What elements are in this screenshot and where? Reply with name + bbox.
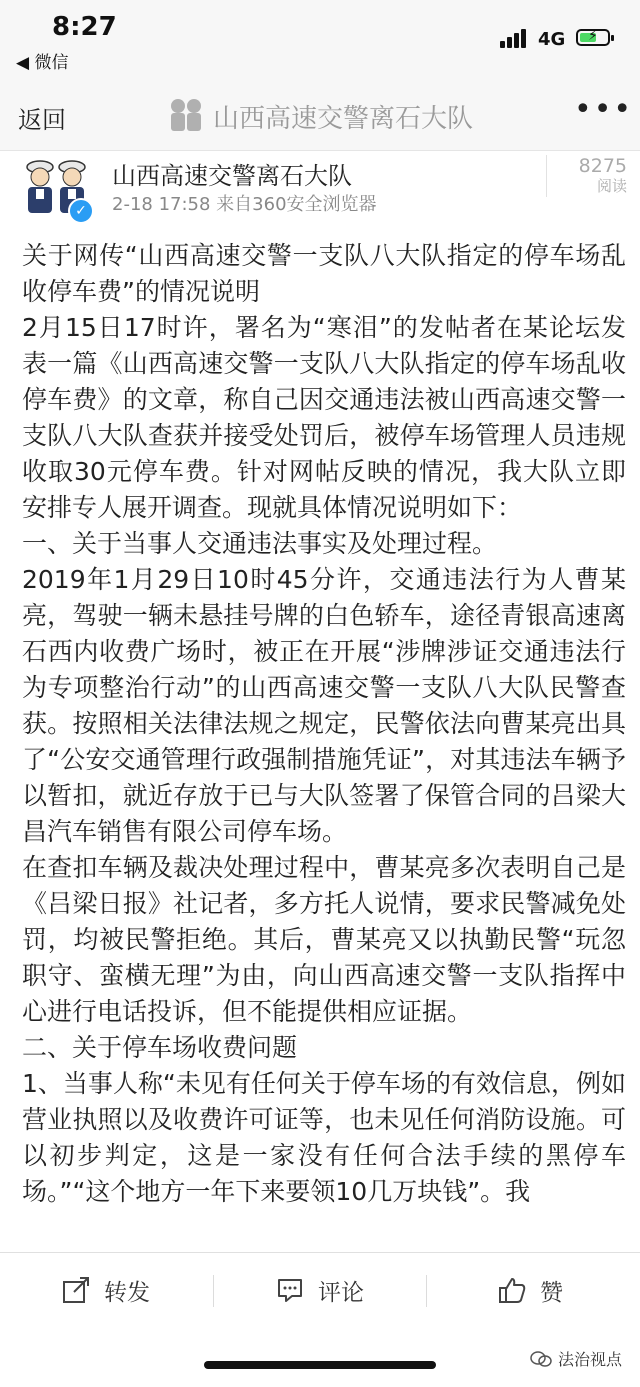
home-indicator[interactable] (204, 1361, 436, 1369)
battery-charging-icon: ⚡ (576, 29, 610, 46)
comment-label: 评论 (318, 1279, 364, 1306)
verified-badge-icon: ✓ (68, 198, 94, 224)
divider (213, 1275, 214, 1307)
watermark-text: 法治视点 (558, 1350, 623, 1369)
article-paragraph: 在查扣车辆及裁决处理过程中，曹某亮多次表明自己是《吕梁日报》社记者，多方托人说情，要求民警减免处罚，均被民警拒绝。其后，曹某亮又以执勤民警“玩忽职守、蛮横无理”为由，向山西高速交警一支队指挥中心进行电话投诉，但不能提供相应证据。 (22, 853, 626, 1026)
read-count-box (546, 155, 627, 197)
article-paragraph: 关于网传“山西高速交警一支队八大队指定的停车场乱收停车费”的情况说明 (22, 241, 626, 306)
forward-button[interactable] (62, 1267, 150, 1313)
like-label: 赞 (540, 1279, 563, 1306)
post-meta: 2-18 17:58 来自360安全浏览器 (112, 194, 377, 215)
more-options-button[interactable]: ••• (574, 92, 634, 127)
article-paragraph: 2月15日17时许，署名为“寒泪”的发帖者在某论坛发表一篇《山西高速交警一支队八大队指定的停车场乱收停车费》的文章，称自己因交通违法被山西高速交警一支队八大队查获并接受处罚后，被停车场管理人员违规收取30元停车费。针对网帖反映的情况，我大队立即安排专人展开调查。现就具体情况说明如下： (22, 313, 626, 522)
nav-title: 山西高速交警离石大队 (213, 104, 474, 134)
share-icon (62, 1276, 90, 1304)
like-button[interactable] (498, 1267, 563, 1313)
comment-button[interactable] (276, 1267, 364, 1313)
status-bar (0, 0, 640, 80)
status-time: 8:27 (52, 12, 117, 42)
article-paragraph: 1、当事人称“未见有任何关于停车场的有效信息，例如营业执照以及收费许可证等，也未见任何消防设施。可以初步判定，这是一家没有任何合法手续的黑停车场。”“这个地方一年下来要领10几万块钱”。我 (22, 1069, 626, 1206)
nav-avatar-icon (165, 94, 207, 136)
divider (426, 1275, 427, 1307)
article-body (22, 238, 626, 1210)
article-paragraph: 2019年1月29日10时45分许，交通违法行为人曹某亮，驾驶一辆未悬挂号牌的白色轿车，途径青银高速离石西内收费广场时，被正在开展“涉牌涉证交通违法行为专项整治行动”的山西高速交警一支队八大队民警查获。按照相关法律法规之规定，民警依法向曹某亮出具了“公安交通管理行政强制措施凭证”，对其违法车辆予以暂扣，就近存放于已与大队签署了保管合同的吕梁大昌汽车销售有限公司停车场。 (22, 565, 626, 846)
thumbs-up-icon (498, 1276, 526, 1304)
wechat-logo-icon (530, 1351, 552, 1367)
read-label: 阅读 (596, 177, 627, 195)
article-paragraph: 一、关于当事人交通违法事实及处理过程。 (22, 529, 498, 558)
back-to-wechat-link[interactable]: ◀ 微信 (16, 53, 69, 73)
network-type: 4G (538, 29, 566, 50)
nav-bar (0, 80, 640, 151)
comment-icon (276, 1276, 304, 1304)
back-button[interactable]: 返回 (18, 106, 66, 134)
signal-icon (500, 28, 532, 48)
forward-label: 转发 (104, 1279, 150, 1306)
bottom-action-bar (0, 1252, 640, 1387)
watermark (530, 1347, 622, 1370)
article-paragraph: 二、关于停车场收费问题 (22, 1033, 298, 1062)
read-count: 8275 (578, 155, 627, 177)
author-name[interactable]: 山西高速交警离石大队 (112, 162, 352, 190)
